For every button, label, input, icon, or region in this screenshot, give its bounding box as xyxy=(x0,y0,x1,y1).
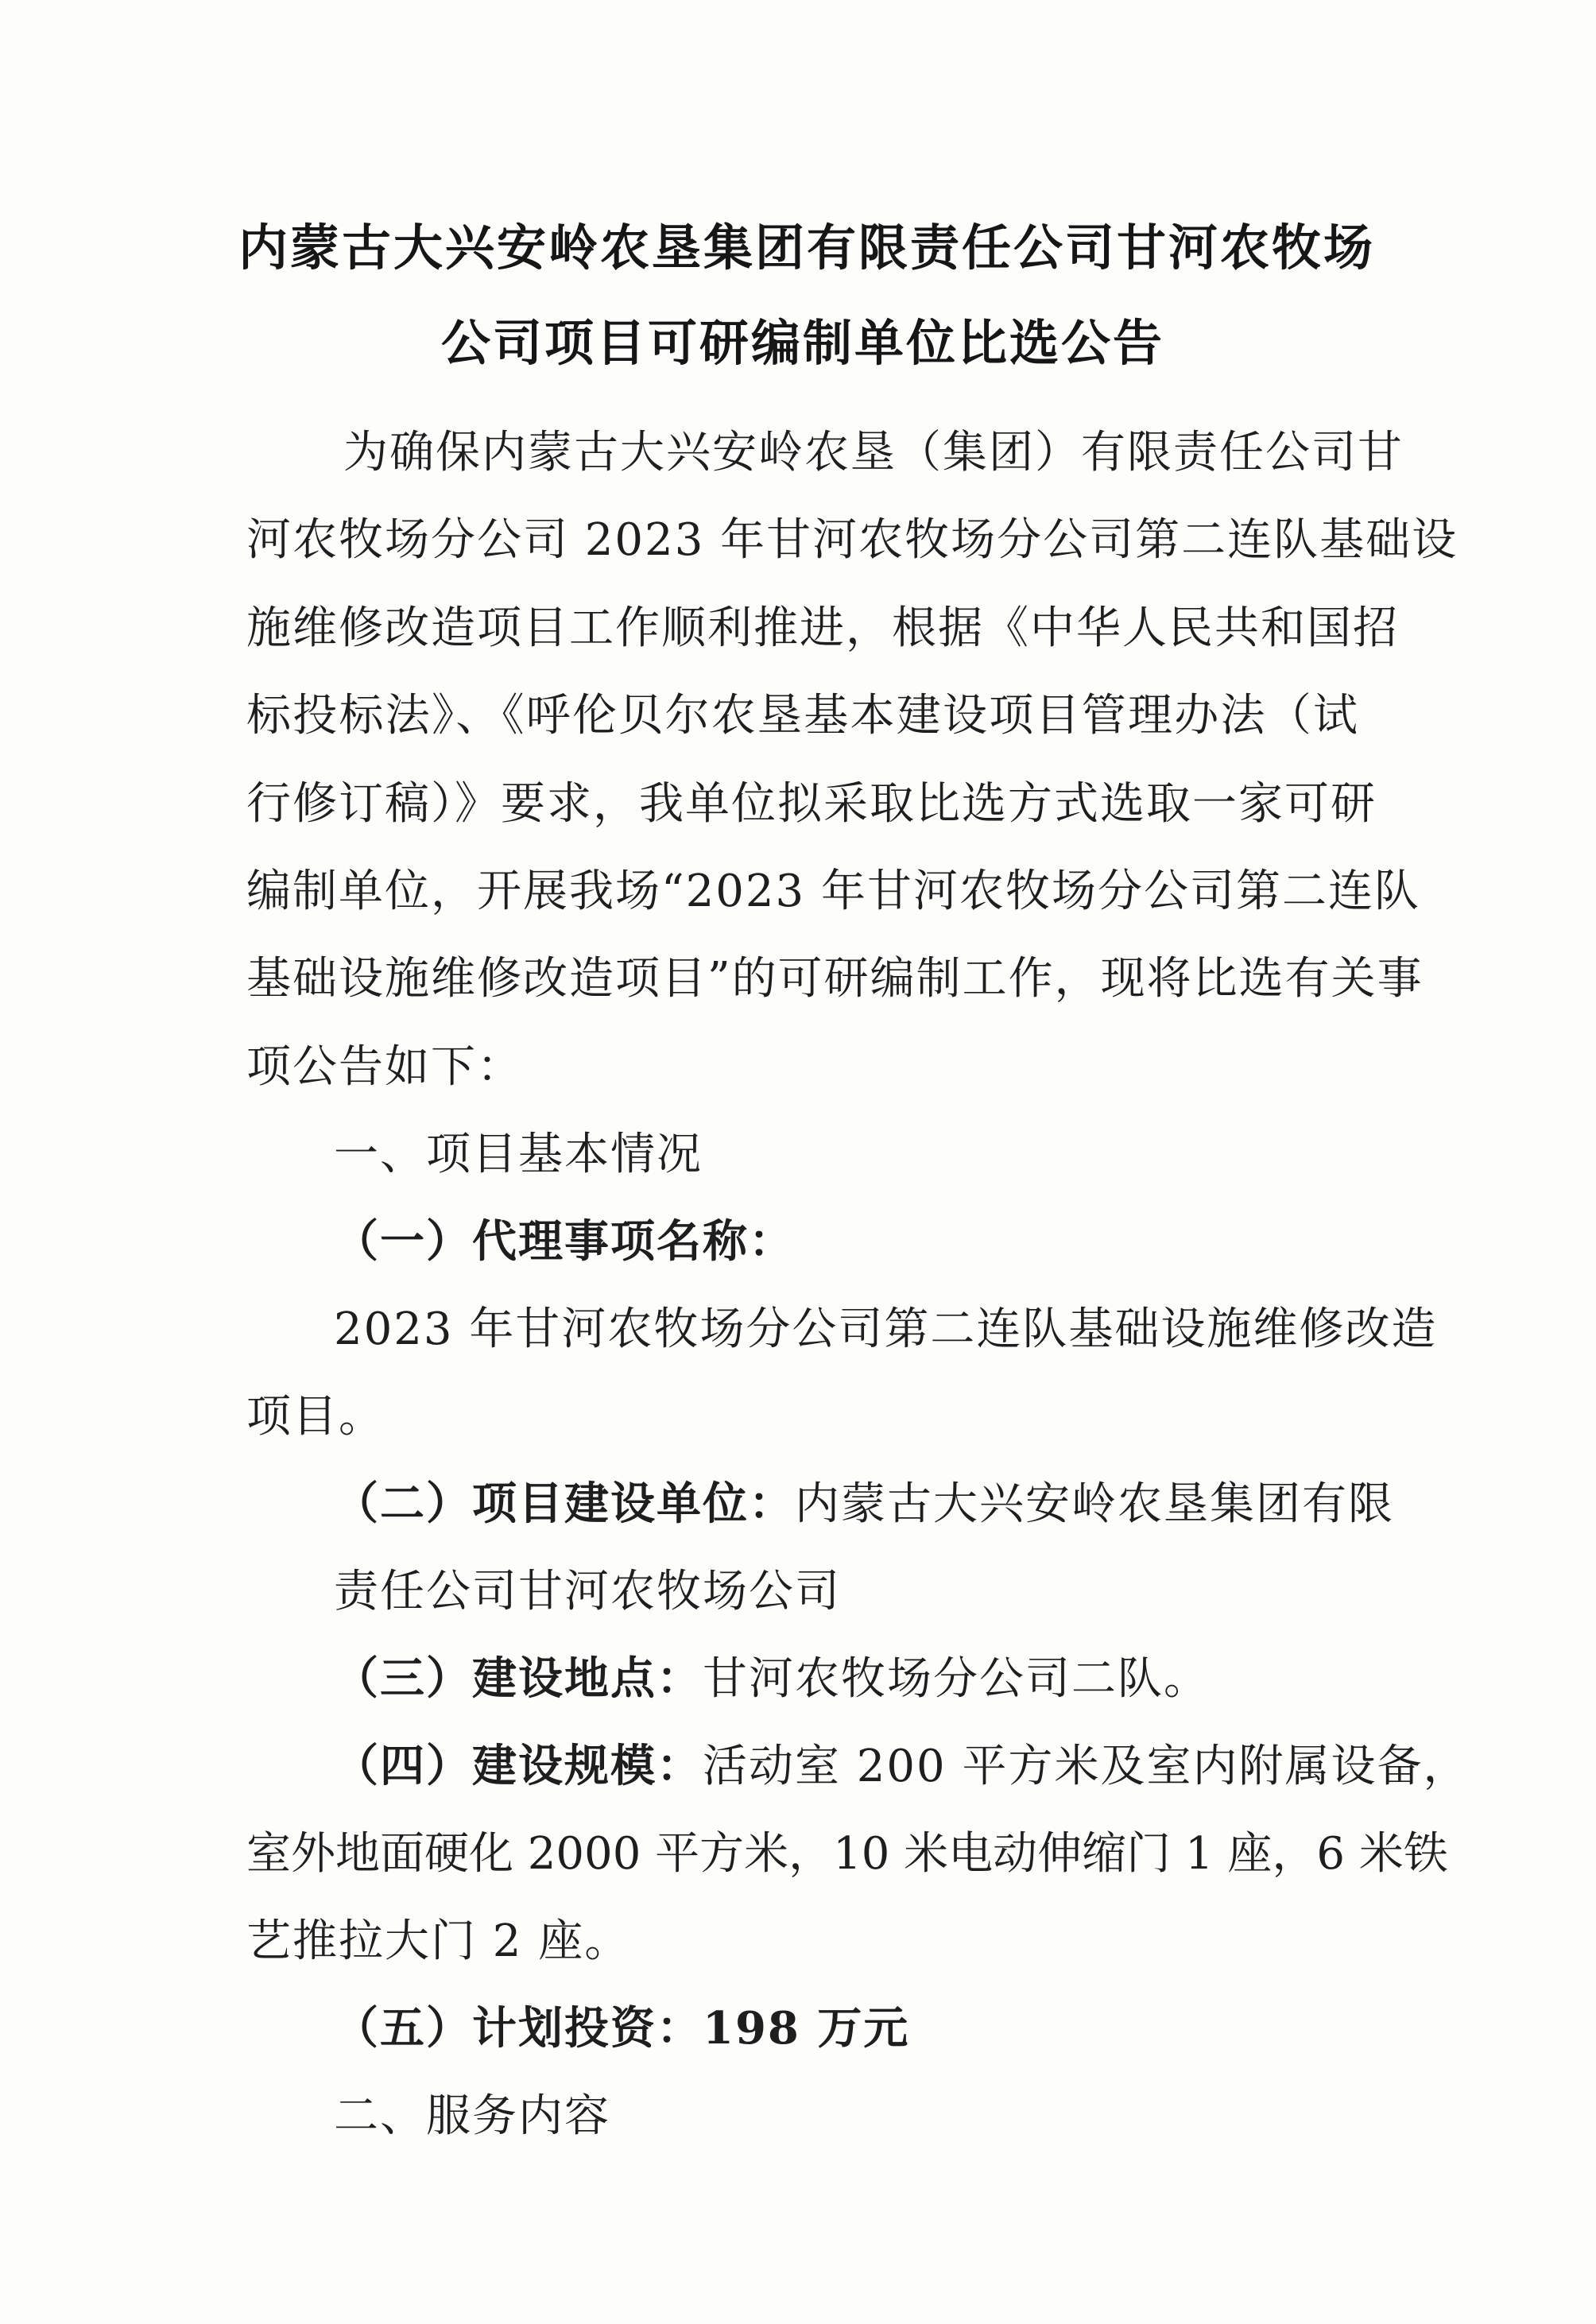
intro-line-7: 基础设施维修改造项目”的可研编制工作，现将比选有关事 xyxy=(246,953,1424,1005)
item-2-row xyxy=(334,1469,1394,1532)
item-5-row xyxy=(334,1993,909,2057)
item-1-value-line-1: 2023 年甘河农牧场分公司第二连队基础设施维修改造 xyxy=(334,1303,1438,1355)
item-4-label: （四）建设规模： xyxy=(334,1741,703,1792)
item-3-row xyxy=(334,1644,1210,1707)
section-1-heading: 一、项目基本情况 xyxy=(334,1129,703,1180)
item-2-value-line-1: 内蒙古大兴安岭农垦集团有限 xyxy=(795,1478,1394,1530)
item-4-row xyxy=(334,1731,1470,1795)
document-title-line-2: 公司项目可研编制单位比选公告 xyxy=(440,314,1164,372)
intro-line-1: 为确保内蒙古大兴安岭农垦（集团）有限责任公司甘 xyxy=(343,427,1404,478)
section-2-heading: 二、服务内容 xyxy=(334,2090,610,2142)
item-4-value-line-1: 活动室 200 平方米及室内附属设备， xyxy=(703,1741,1470,1792)
intro-line-8: 项公告如下： xyxy=(246,1041,523,1093)
document-title-line-1: 内蒙古大兴安岭农垦集团有限责任公司甘河农牧场 xyxy=(238,219,1376,277)
intro-line-5: 行修订稿）》要求，我单位拟采取比选方式选取一家可研 xyxy=(246,778,1377,830)
item-5-value: 198 万元 xyxy=(703,2002,910,2055)
intro-line-6: 编制单位，开展我场“2023 年甘河农牧场分公司第二连队 xyxy=(246,866,1420,917)
intro-line-3: 施维修改造项目工作顺利推进，根据《中华人民共和国招 xyxy=(246,602,1399,654)
intro-line-2: 河农牧场分公司 2023 年甘河农牧场分公司第二连队基础设 xyxy=(246,514,1458,566)
item-1-label: （一）代理事项名称： xyxy=(334,1216,795,1268)
item-4-value-line-3: 艺推拉大门 2 座。 xyxy=(246,1915,631,1967)
item-3-label: （三）建设地点： xyxy=(334,1653,703,1705)
item-1-value-line-2: 项目。 xyxy=(246,1391,385,1443)
item-2-label: （二）项目建设单位： xyxy=(334,1478,795,1530)
intro-line-4: 标投标法》、《呼伦贝尔农垦基本建设项目管理办法（试 xyxy=(246,690,1359,742)
item-4-value-line-2: 室外地面硬化 2000 平方米，10 米电动伸缩门 1 座，6 米铁 xyxy=(246,1828,1448,1880)
item-2-value-line-2: 责任公司甘河农牧场公司 xyxy=(334,1566,841,1617)
item-3-value: 甘河农牧场分公司二队。 xyxy=(703,1653,1210,1705)
item-5-label: （五）计划投资： xyxy=(334,2003,703,2055)
